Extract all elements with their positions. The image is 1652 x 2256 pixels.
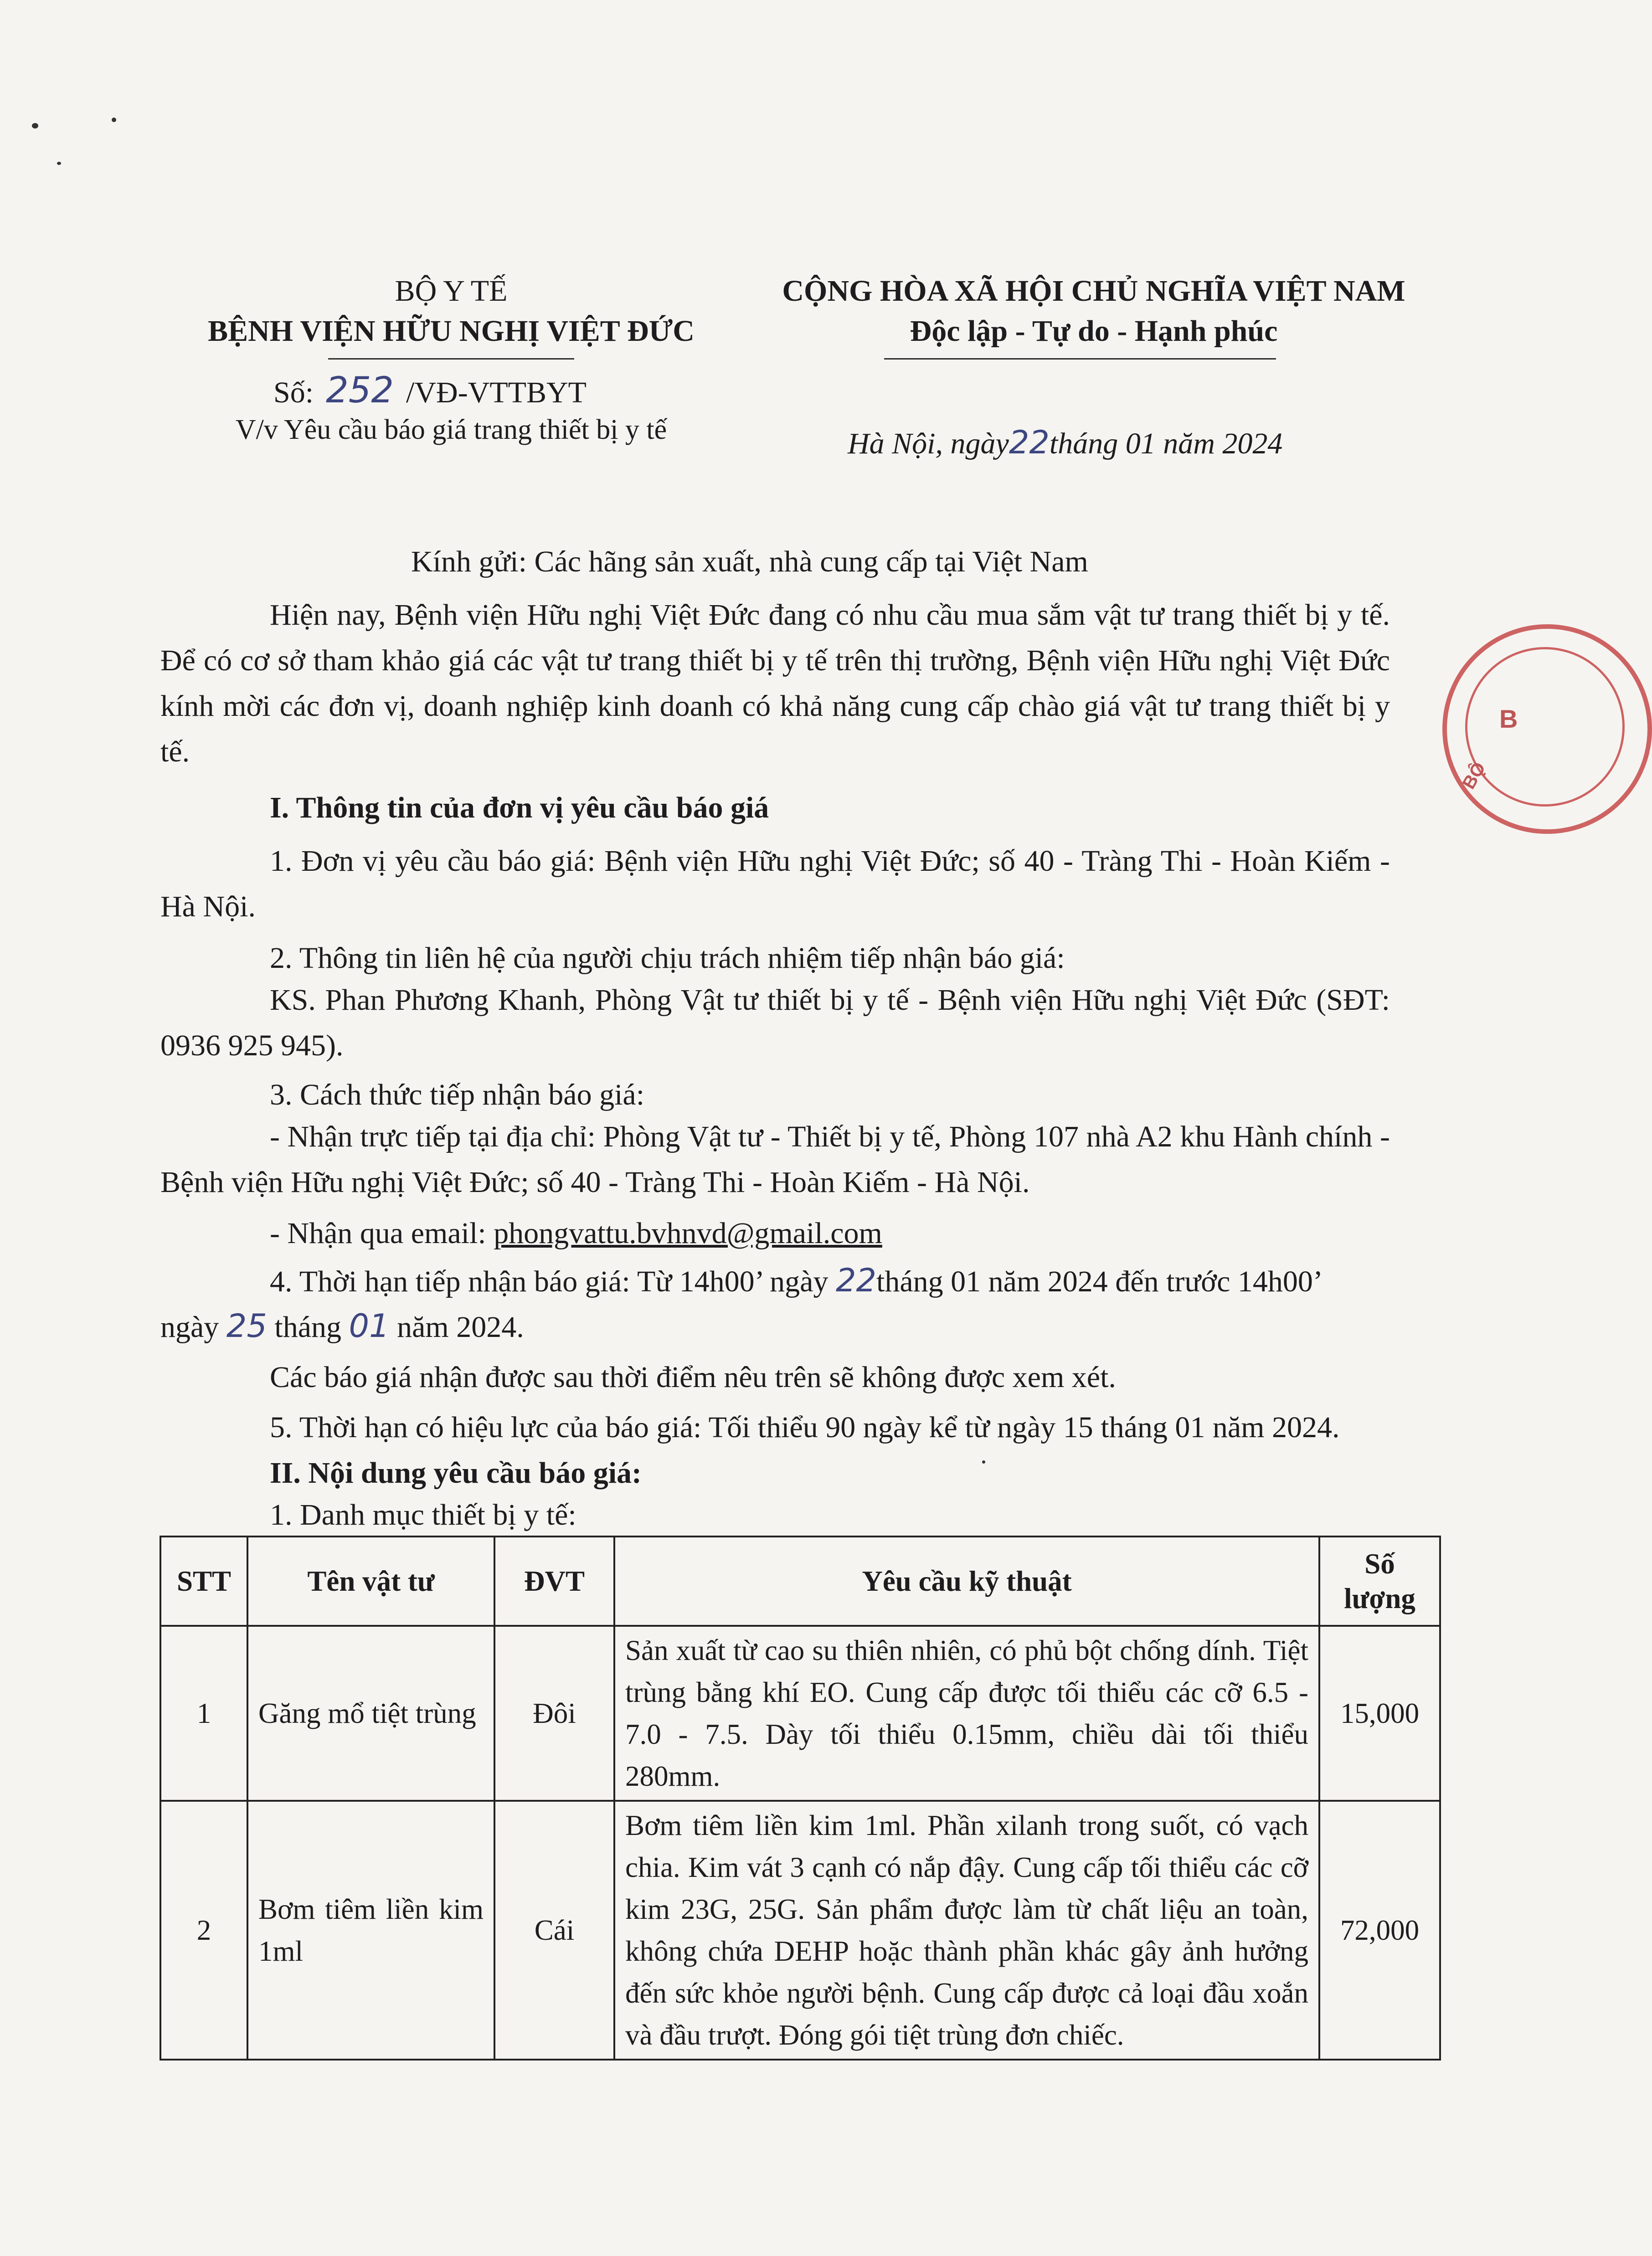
- national-motto: Độc lập - Tự do - Hạnh phúc: [910, 314, 1278, 348]
- item-4-text-3: ngày: [160, 1310, 219, 1344]
- hospital-name: BỆNH VIỆN HỮU NGHỊ VIỆT ĐỨC: [208, 314, 695, 348]
- header-quantity-line-2: lượng: [1344, 1583, 1415, 1614]
- scan-speck: [57, 162, 61, 165]
- handwritten-month-to: 01: [349, 1307, 390, 1345]
- list-title: 1. Danh mục thiết bị y tế:: [270, 1498, 576, 1531]
- header-spec: Yêu cầu kỹ thuật: [614, 1537, 1319, 1626]
- intro-paragraph: Hiện nay, Bệnh viện Hữu nghị Việt Đức đang có nhu cầu mua sắm vật tư trang thiết bị y tế. Để có cơ sở tham khảo giá các vật tư trang thiết bị y tế trên thị trường, Bệnh viện Hữu nghị Việt Đức kính mời các đơn vị, doanh nghiệp kinh doanh có khả năng cung cấp chào giá vật tư trang thiết bị y tế.: [160, 598, 1390, 768]
- section-2-title: II. Nội dung yêu cầu báo giá:: [270, 1456, 642, 1490]
- item-4-text-1: 4. Thời hạn tiếp nhận báo giá: Từ 14h00’ ngày: [270, 1265, 829, 1298]
- row-stt: 2: [160, 1801, 247, 2060]
- row-quantity: 72,000: [1319, 1801, 1440, 2060]
- section-1-title: I. Thông tin của đơn vị yêu cầu báo giá: [270, 791, 769, 824]
- country-name: CỘNG HÒA XÃ HỘI CHỦ NGHĨA VIỆT NAM: [782, 274, 1405, 308]
- stamp-letter: B: [1499, 704, 1518, 733]
- table-row: [160, 1626, 1440, 1801]
- row-unit: Cái: [494, 1801, 614, 2060]
- handwritten-day-to: 25: [226, 1307, 267, 1345]
- item-5: 5. Thời hạn có hiệu lực của báo giá: Tối thiểu 90 ngày kể từ ngày 15 tháng 01 năm 2024.: [270, 1411, 1340, 1444]
- row-stt: 1: [160, 1626, 247, 1801]
- table-header-row: [160, 1537, 1440, 1626]
- late-submission-note: Các báo giá nhận được sau thời điểm nêu trên sẽ không được xem xét.: [270, 1361, 1116, 1394]
- scan-speck: [112, 118, 116, 122]
- scan-speck: [982, 1460, 985, 1464]
- ministry-name: BỘ Y TẾ: [395, 274, 508, 308]
- stamp-letter: BỘ: [1458, 759, 1490, 793]
- hospital-underline: [328, 358, 574, 360]
- table-row: [160, 1801, 1440, 2060]
- date-suffix: tháng 01 năm 2024: [1049, 427, 1283, 460]
- item-3: 3. Cách thức tiếp nhận báo giá:: [270, 1078, 645, 1111]
- header-stt: STT: [160, 1537, 247, 1626]
- header-quantity: [1319, 1537, 1440, 1626]
- header-name: Tên vật tư: [247, 1537, 494, 1626]
- row-item-name: Găng mổ tiệt trùng: [247, 1626, 494, 1801]
- email-prefix: - Nhận qua email:: [270, 1217, 494, 1250]
- direct-delivery: - Nhận trực tiếp tại địa chỉ: Phòng Vật tư - Thiết bị y tế, Phòng 107 nhà A2 khu Hành chính - Bệnh viện Hữu nghị Việt Đức; số 40 - Tràng Thi - Hoàn Kiếm - Hà Nội.: [160, 1120, 1390, 1199]
- number-prefix: Số:: [273, 376, 314, 409]
- handwritten-day: 22: [1009, 424, 1050, 461]
- subject-line: V/v Yêu cầu báo giá trang thiết bị y tế: [235, 414, 667, 445]
- item-4-text-2: tháng 01 năm 2024 đến trước 14h00’: [876, 1265, 1323, 1298]
- email-line: [270, 1218, 882, 1249]
- item-4-line-1: [270, 1264, 1323, 1297]
- handwritten-number: 252: [326, 370, 394, 411]
- header-unit: ĐVT: [494, 1537, 614, 1626]
- salutation: Kính gửi: Các hãng sản xuất, nhà cung cấp tại Việt Nam: [411, 545, 1088, 578]
- document-number: [273, 370, 587, 411]
- contact-info: KS. Phan Phương Khanh, Phòng Vật tư thiết bị y tế - Bệnh viện Hữu nghị Việt Đức (SĐT: 0936 925 945).: [160, 983, 1390, 1062]
- row-item-name: Bơm tiêm liền kim 1ml: [247, 1801, 494, 2060]
- date-line: [848, 424, 1283, 461]
- row-quantity: 15,000: [1319, 1626, 1440, 1801]
- date-prefix: Hà Nội, ngày: [848, 427, 1009, 460]
- item-4-line-2: [160, 1307, 524, 1345]
- row-spec: Sản xuất từ cao su thiên nhiên, có phủ bột chống dính. Tiệt trùng bằng khí EO. Cung cấp được tối thiểu các cỡ 6.5 - 7.0 - 7.5. Dày tối thiểu 0.15mm, chiều dài tối thiểu 280mm.: [614, 1626, 1319, 1801]
- official-stamp: [1442, 624, 1652, 834]
- email-link[interactable]: phongvattu.bvhnvd@gmail.com: [494, 1217, 882, 1250]
- motto-underline: [884, 358, 1276, 360]
- item-1: 1. Đơn vị yêu cầu báo giá: Bệnh viện Hữu nghị Việt Đức; số 40 - Tràng Thi - Hoàn Kiếm - Hà Nội.: [160, 844, 1390, 923]
- handwritten-day-from: 22: [835, 1262, 877, 1299]
- equipment-table: [160, 1536, 1441, 2061]
- item-2: 2. Thông tin liên hệ của người chịu trách nhiệm tiếp nhận báo giá:: [270, 941, 1065, 975]
- item-4-text-5: năm 2024.: [397, 1310, 524, 1344]
- item-4-text-4: tháng: [274, 1310, 342, 1344]
- stamp-inner-ring: [1465, 647, 1625, 807]
- header-quantity-line-1: Số: [1364, 1548, 1395, 1580]
- row-unit: Đôi: [494, 1626, 614, 1801]
- number-suffix: /VĐ-VTTBYT: [406, 376, 587, 409]
- scan-speck: [32, 123, 38, 128]
- row-spec: Bơm tiêm liền kim 1ml. Phần xilanh trong suốt, có vạch chia. Kim vát 3 cạnh có nắp đậy. Cung cấp tối thiểu các cỡ kim 23G, 25G. Sản phẩm được làm từ chất liệu an toàn, không chứa DEHP hoặc thành phần khác gây ảnh hưởng đến sức khỏe người bệnh. Cung cấp được cả loại đầu xoắn và đầu trượt. Đóng gói tiệt trùng đơn chiếc.: [614, 1801, 1319, 2060]
